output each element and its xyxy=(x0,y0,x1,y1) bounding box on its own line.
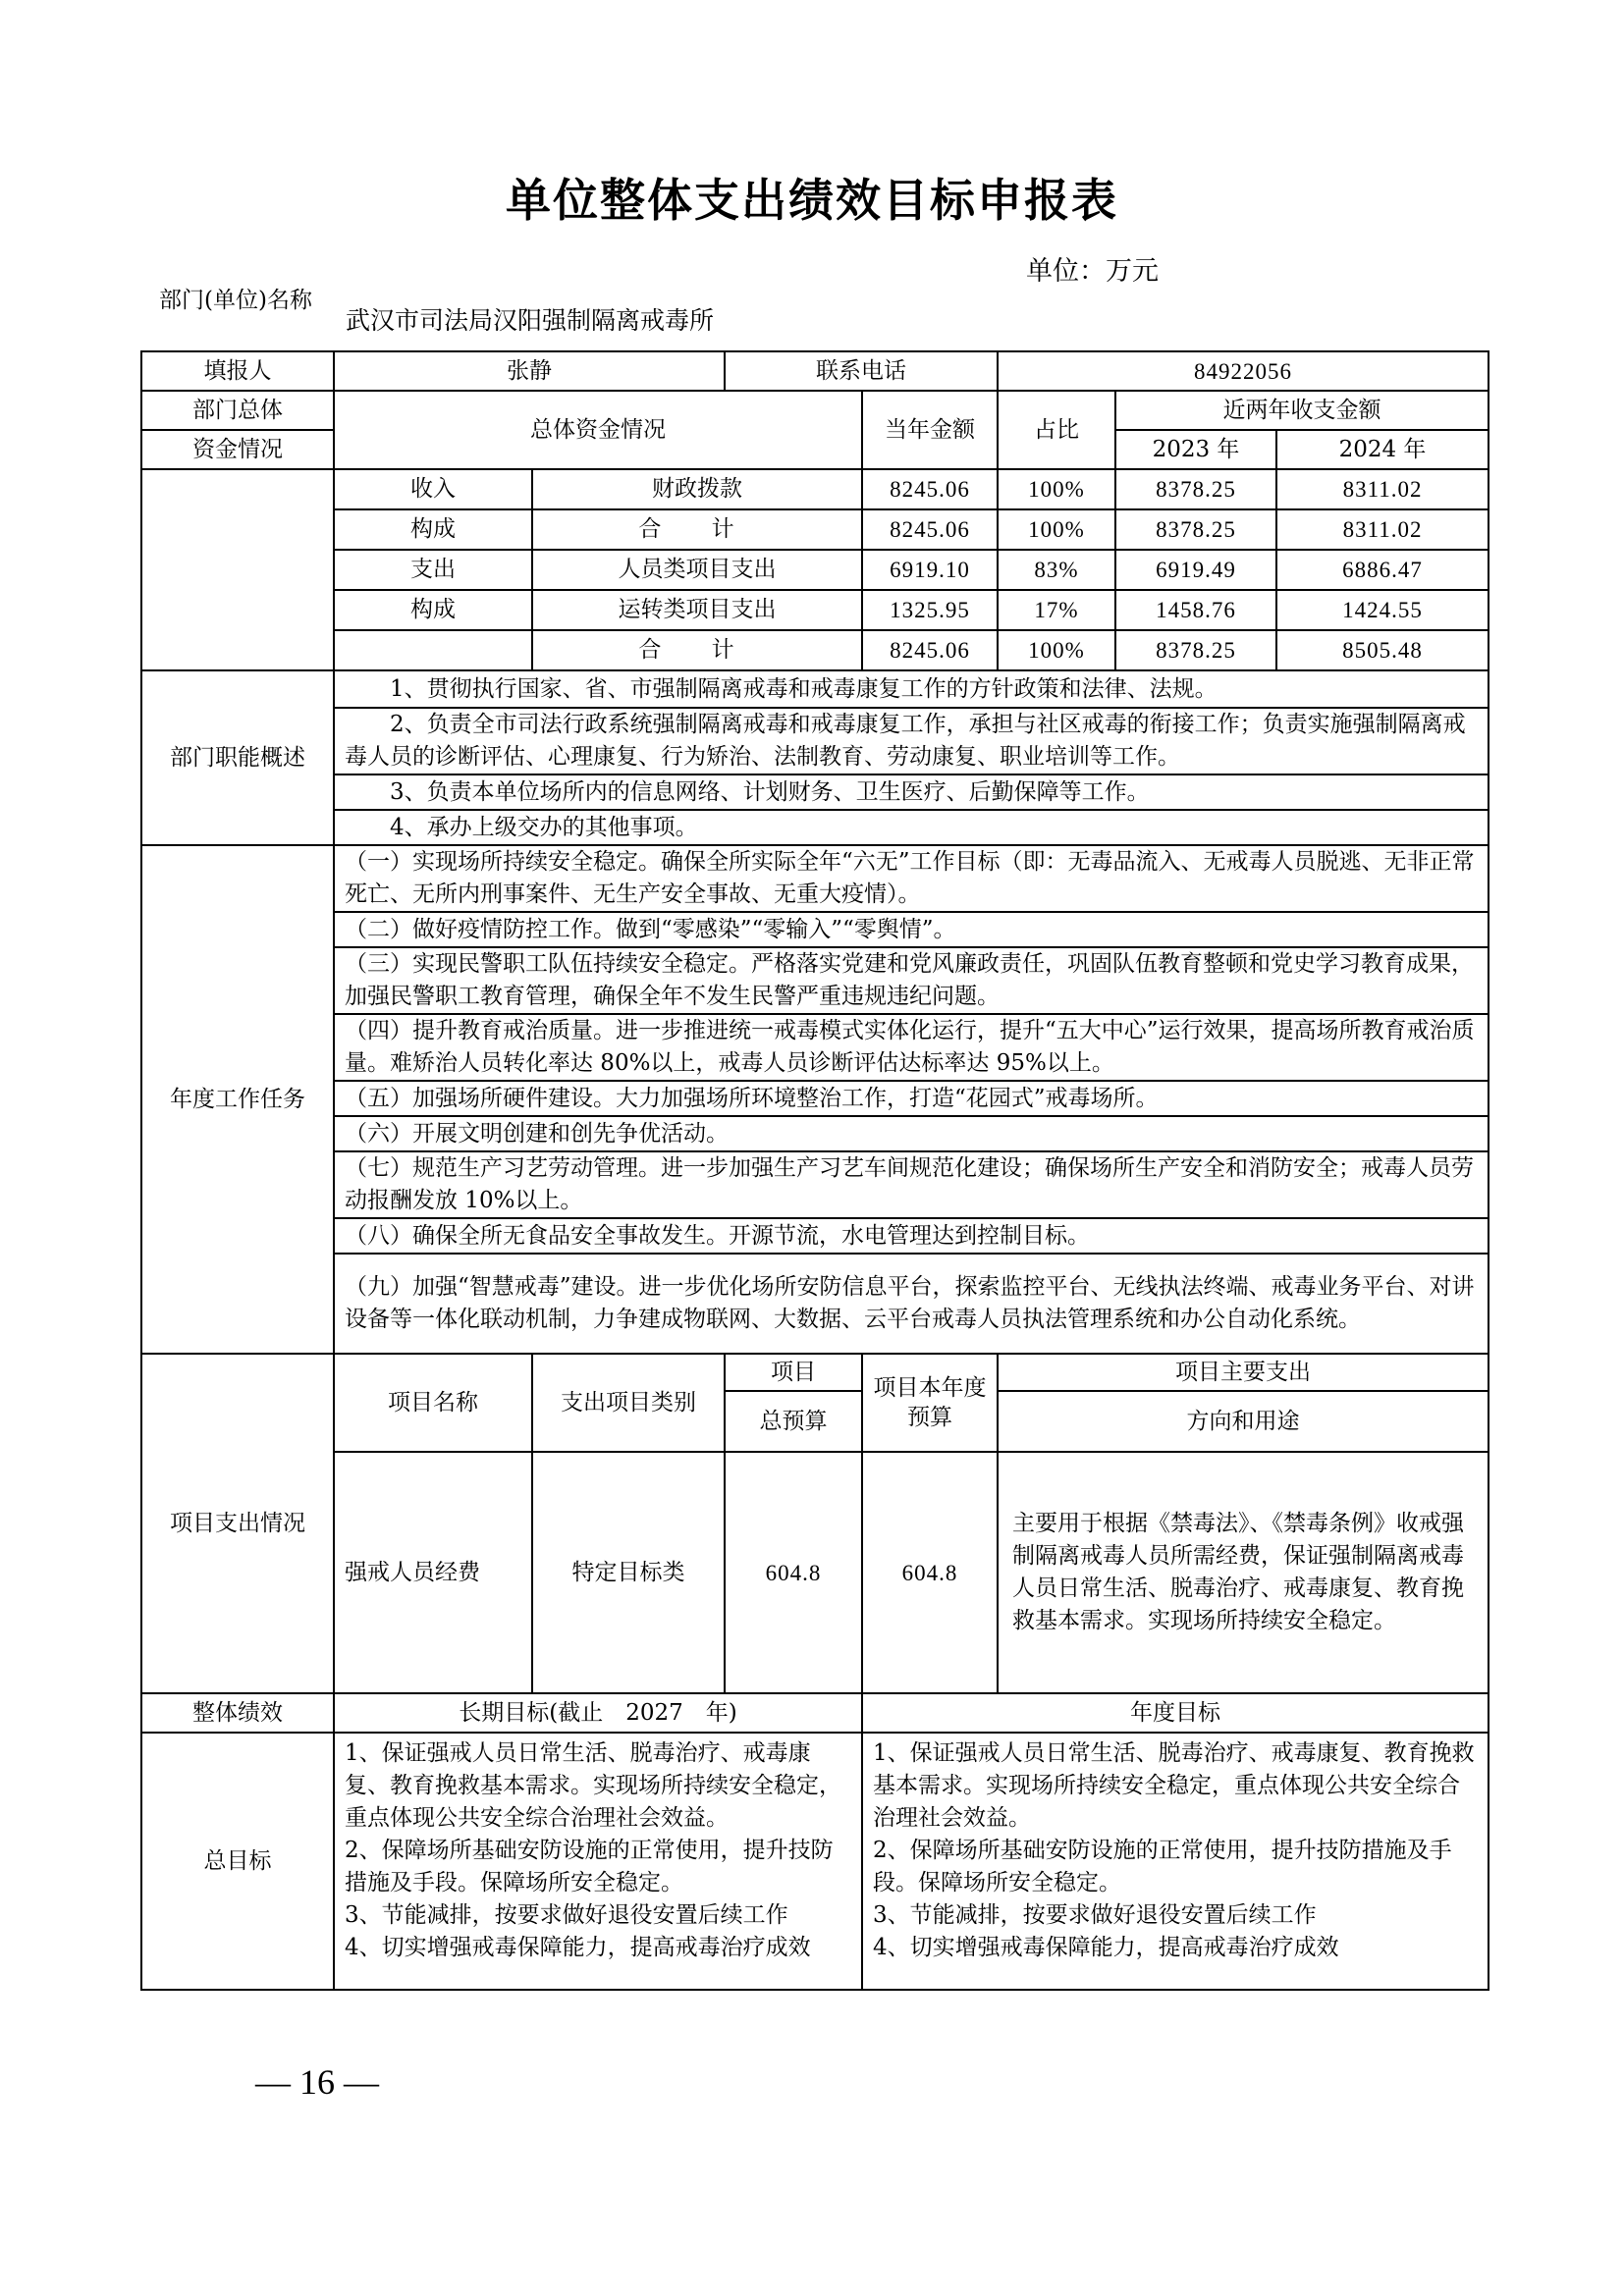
annual-goal-item: 4、切实增强戒毒保障能力，提高戒毒治疗成效 xyxy=(873,1935,1339,1960)
functions-label: 部门职能概述 xyxy=(141,670,334,845)
long-term-goal-item: 1、保证强戒人员日常生活、脱毒治疗、戒毒康复、教育挽救基本需求。实现场所持续安全稳定，重点体现公共安全综合治理社会效益。 xyxy=(345,1740,841,1831)
page-title: 单位整体支出绩效目标申报表 xyxy=(506,174,1118,227)
annual-goal-item: 2、保障场所基础安防设施的正常使用，提升技防措施及手段。保障场所安全稳定。 xyxy=(873,1838,1452,1896)
phone-value: 84922056 xyxy=(998,351,1489,391)
task-item: （七）规范生产习艺劳动管理。进一步加强生产习艺车间规范化建设；确保场所生产安全和消防安全；戒毒人员劳动报酬发放 10%以上。 xyxy=(334,1151,1489,1218)
long-term-goal-item: 3、节能减排，按要求做好退役安置后续工作 xyxy=(345,1902,788,1928)
annual-goals xyxy=(862,1733,1489,1990)
funds-item: 合 计 xyxy=(532,630,862,670)
tasks-label: 年度工作任务 xyxy=(141,845,334,1354)
function-item: 1、贯彻执行国家、省、市强制隔离戒毒和戒毒康复工作的方针政策和法律、法规。 xyxy=(334,670,1489,708)
project-total-header-1: 项目 xyxy=(725,1354,862,1391)
funds-ratio: 17% xyxy=(998,590,1115,630)
funds-amount: 8245.06 xyxy=(862,509,998,550)
annual-header: 年度目标 xyxy=(862,1693,1489,1733)
funds-2024: 8311.02 xyxy=(1276,509,1489,550)
project-year-header: 项目本年度预算 xyxy=(862,1354,998,1452)
funds-2023: 6919.49 xyxy=(1115,550,1276,590)
funds-item: 运转类项目支出 xyxy=(532,590,862,630)
funds-2023: 8378.25 xyxy=(1115,509,1276,550)
funds-ratio: 100% xyxy=(998,469,1115,509)
funds-2024: 8311.02 xyxy=(1276,469,1489,509)
funds-amount: 8245.06 xyxy=(862,630,998,670)
long-term-header: 长期目标(截止 2027 年) xyxy=(334,1693,862,1733)
project-main-header-2: 方向和用途 xyxy=(998,1391,1489,1452)
annual-goal-item: 1、保证强戒人员日常生活、脱毒治疗、戒毒康复、教育挽救基本需求。实现场所持续安全稳定，重点体现公共安全综合治理社会效益。 xyxy=(873,1740,1475,1831)
project-name: 强戒人员经费 xyxy=(334,1452,532,1693)
funds-ratio: 83% xyxy=(998,550,1115,590)
funds-group: 构成 xyxy=(334,590,532,630)
filler-label: 填报人 xyxy=(141,351,334,391)
year1-header: 2023 年 xyxy=(1115,430,1276,469)
task-item: （一）实现场所持续安全稳定。确保全所实际全年“六无”工作目标（即：无毒品流入、无戒毒人员脱逃、无非正常死亡、无所内刑事案件、无生产安全事故、无重大疫情）。 xyxy=(334,845,1489,912)
funds-item: 财政拨款 xyxy=(532,469,862,509)
page-number: — 16 — xyxy=(255,2062,379,2102)
funds-2024: 6886.47 xyxy=(1276,550,1489,590)
task-item: （三）实现民警职工队伍持续安全稳定。严格落实党建和党风廉政责任，巩固队伍教育整顿和党史学习教育成果，加强民警职工教育管理，确保全年不发生民警严重违规违纪问题。 xyxy=(334,947,1489,1014)
goal-label: 总目标 xyxy=(141,1733,334,1990)
recent-header: 近两年收支金额 xyxy=(1115,391,1489,430)
funds-item: 人员类项目支出 xyxy=(532,550,862,590)
task-item: （二）做好疫情防控工作。做到“零感染”“零输入”“零舆情”。 xyxy=(334,912,1489,947)
annual-goal-item: 3、节能减排，按要求做好退役安置后续工作 xyxy=(873,1902,1317,1928)
current-amount-header: 当年金额 xyxy=(862,391,998,469)
performance-label: 整体绩效 xyxy=(141,1693,334,1733)
dept-name-label: 部门(单位)名称 xyxy=(159,288,312,313)
long-term-goal-item: 2、保障场所基础安防设施的正常使用，提升技防措施及手段。保障场所安全稳定。 xyxy=(345,1838,834,1896)
dept-name-value: 武汉市司法局汉阳强制隔离戒毒所 xyxy=(346,306,715,335)
funds-group: 支出 xyxy=(334,550,532,590)
project-total: 604.8 xyxy=(725,1452,862,1693)
project-year: 604.8 xyxy=(862,1452,998,1693)
funds-item: 合 计 xyxy=(532,509,862,550)
task-item: （四）提升教育戒治质量。进一步推进统一戒毒模式实体化运行，提升“五大中心”运行效果，提高场所教育戒治质量。难矫治人员转化率达 80%以上，戒毒人员诊断评估达标率达 95%以上。 xyxy=(334,1014,1489,1081)
funds-label-1: 部门总体 xyxy=(141,391,334,430)
funds-row xyxy=(141,509,1489,550)
project-name-header: 项目名称 xyxy=(334,1354,532,1452)
funds-row xyxy=(141,630,1489,670)
task-item: （五）加强场所硬件建设。大力加强场所环境整治工作，打造“花园式”戒毒场所。 xyxy=(334,1081,1489,1116)
funds-amount: 1325.95 xyxy=(862,590,998,630)
funds-2023: 1458.76 xyxy=(1115,590,1276,630)
funds-row xyxy=(141,469,1489,509)
funds-group: 收入 xyxy=(334,469,532,509)
long-term-goals xyxy=(334,1733,862,1990)
funds-row xyxy=(141,590,1489,630)
funds-overall-header: 总体资金情况 xyxy=(334,391,862,469)
funds-row xyxy=(141,550,1489,590)
project-use: 主要用于根据《禁毒法》、《禁毒条例》收戒强制隔离戒毒人员所需经费，保证强制隔离戒毒人员日常生活、脱毒治疗、戒毒康复、教育挽救基本需求。实现场所持续安全稳定。 xyxy=(998,1452,1489,1693)
projects-label: 项目支出情况 xyxy=(141,1354,334,1693)
function-item: 3、负责本单位场所内的信息网络、计划财务、卫生医疗、后勤保障等工作。 xyxy=(334,774,1489,810)
function-item: 2、负责全市司法行政系统强制隔离戒毒和戒毒康复工作，承担与社区戒毒的衔接工作；负责实施强制隔离戒毒人员的诊断评估、心理康复、行为矫治、法制教育、劳动康复、职业培训等工作。 xyxy=(334,708,1489,774)
task-item: （八）确保全所无食品安全事故发生。开源节流，水电管理达到控制目标。 xyxy=(334,1218,1489,1254)
performance-table xyxy=(140,350,1489,1991)
task-item: （六）开展文明创建和创先争优活动。 xyxy=(334,1116,1489,1151)
funds-ratio: 100% xyxy=(998,630,1115,670)
project-row xyxy=(141,1452,1489,1693)
funds-group xyxy=(334,630,532,670)
project-main-header-1: 项目主要支出 xyxy=(998,1354,1489,1391)
funds-2023: 8378.25 xyxy=(1115,469,1276,509)
ratio-header: 占比 xyxy=(998,391,1115,469)
funds-ratio: 100% xyxy=(998,509,1115,550)
funds-2024: 8505.48 xyxy=(1276,630,1489,670)
funds-2024: 1424.55 xyxy=(1276,590,1489,630)
funds-label-2: 资金情况 xyxy=(141,430,334,469)
unit-label: 单位：万元 xyxy=(1026,256,1159,287)
funds-amount: 8245.06 xyxy=(862,469,998,509)
funds-2023: 8378.25 xyxy=(1115,630,1276,670)
project-category-header: 支出项目类别 xyxy=(532,1354,725,1452)
year2-header: 2024 年 xyxy=(1276,430,1489,469)
filler-name: 张静 xyxy=(334,351,725,391)
phone-label: 联系电话 xyxy=(725,351,998,391)
long-term-goal-item: 4、切实增强戒毒保障能力，提高戒毒治疗成效 xyxy=(345,1935,811,1960)
task-item: （九）加强“智慧戒毒”建设。进一步优化场所安防信息平台，探索监控平台、无线执法终端、戒毒业务平台、对讲设备等一体化联动机制，力争建成物联网、大数据、云平台戒毒人员执法管理系统和办公自动化系统。 xyxy=(334,1254,1489,1354)
function-item: 4、承办上级交办的其他事项。 xyxy=(334,810,1489,845)
project-total-header-2: 总预算 xyxy=(725,1391,862,1452)
funds-amount: 6919.10 xyxy=(862,550,998,590)
funds-group: 构成 xyxy=(334,509,532,550)
project-category: 特定目标类 xyxy=(532,1452,725,1693)
